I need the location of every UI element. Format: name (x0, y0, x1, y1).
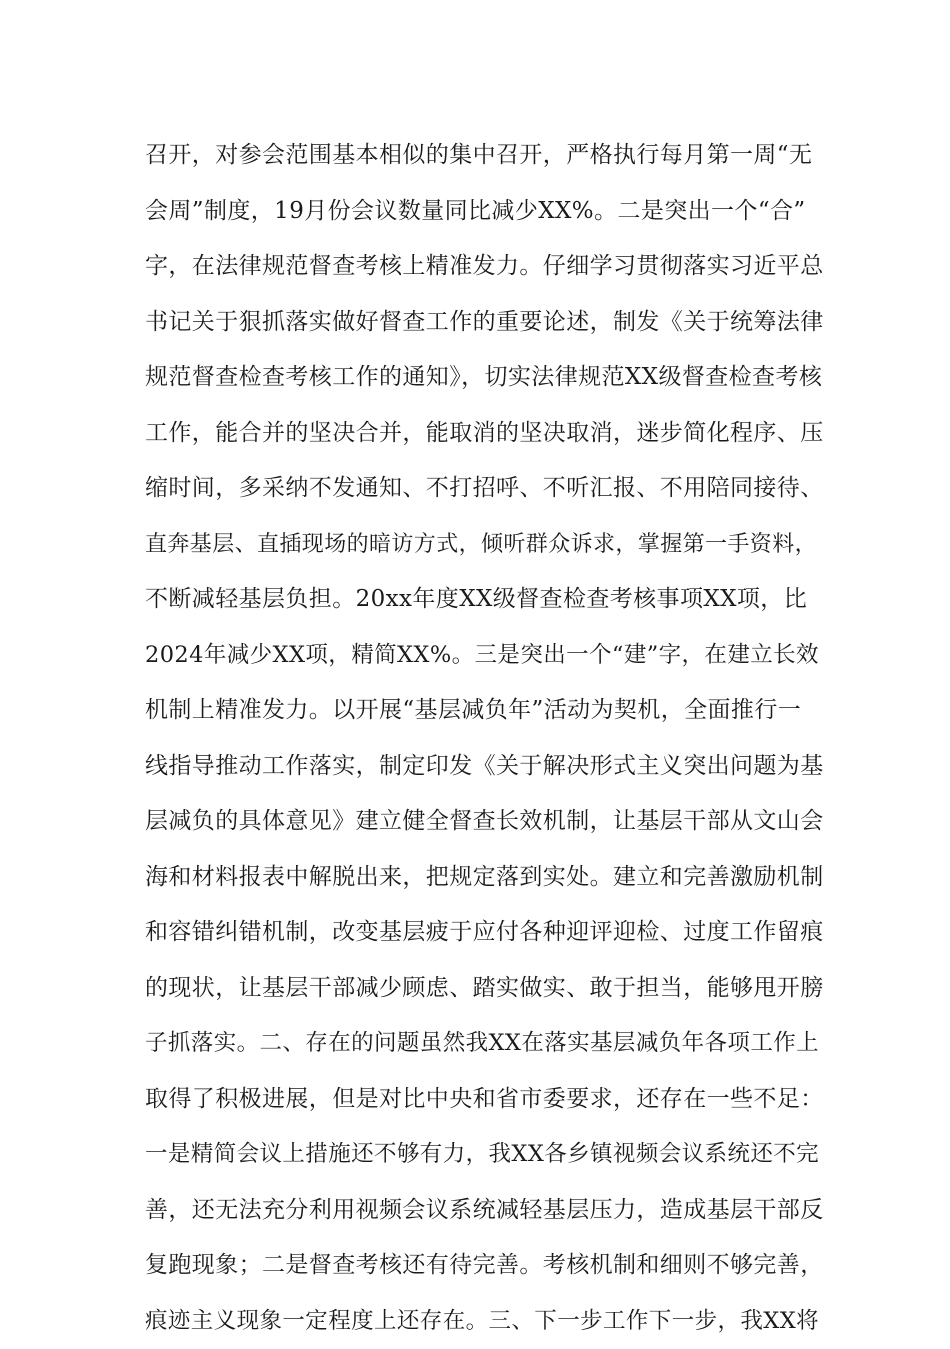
text-line: 痕迹主义现象一定程度上还存在。三、下一步工作下一步，我XX将 (145, 1294, 825, 1349)
text-line: 复跑现象；二是督查考核还有待完善。考核机制和细则不够完善， (145, 1238, 825, 1294)
text-line: 书记关于狠抓落实做好督查工作的重要论述，制发《关于统筹法律 (145, 295, 825, 351)
text-line: 字，在法律规范督查考核上精准发力。仔细学习贯彻落实习近平总 (145, 239, 825, 295)
text-line: 规范督查检查考核工作的通知》，切实法律规范XX级督查检查考核 (145, 350, 825, 406)
body-text (145, 128, 825, 1349)
text-line: 子抓落实。二、存在的问题虽然我XX在落实基层减负年各项工作上 (145, 1016, 825, 1072)
text-line: 工作，能合并的坚决合并，能取消的坚决取消，迷步简化程序、压 (145, 406, 825, 462)
text-line: 海和材料报表中解脱出来，把规定落到实处。建立和完善激励机制 (145, 850, 825, 906)
text-line: 召开，对参会范围基本相似的集中召开，严格执行每月第一周“无 (145, 128, 825, 184)
text-line: 会周”制度，19月份会议数量同比减少XX%。二是突出一个“合” (145, 184, 825, 240)
text-line: 层减负的具体意见》建立健全督查长效机制，让基层干部从文山会 (145, 794, 825, 850)
text-line: 和容错纠错机制，改变基层疲于应付各种迎评迎检、过度工作留痕 (145, 905, 825, 961)
text-line: 2024年减少XX项，精简XX%。三是突出一个“建”字，在建立长效 (145, 628, 825, 684)
text-line: 线指导推动工作落实，制定印发《关于解决形式主义突出问题为基 (145, 739, 825, 795)
text-line: 取得了积极进展，但是对比中央和省市委要求，还存在一些不足： (145, 1072, 825, 1128)
text-line: 直奔基层、直插现场的暗访方式，倾听群众诉求，掌握第一手资料， (145, 517, 825, 573)
text-line: 不断减轻基层负担。20xx年度XX级督查检查考核事项XX项，比 (145, 572, 825, 628)
text-line: 一是精简会议上措施还不够有力，我XX各乡镇视频会议系统还不完 (145, 1127, 825, 1183)
text-line: 的现状，让基层干部减少顾虑、踏实做实、敢于担当，能够甩开膀 (145, 961, 825, 1017)
text-line: 缩时间，多采纳不发通知、不打招呼、不听汇报、不用陪同接待、 (145, 461, 825, 517)
text-line: 机制上精准发力。以开展“基层减负年”活动为契机，全面推行一 (145, 683, 825, 739)
text-line: 善，还无法充分利用视频会议系统减轻基层压力，造成基层干部反 (145, 1183, 825, 1239)
